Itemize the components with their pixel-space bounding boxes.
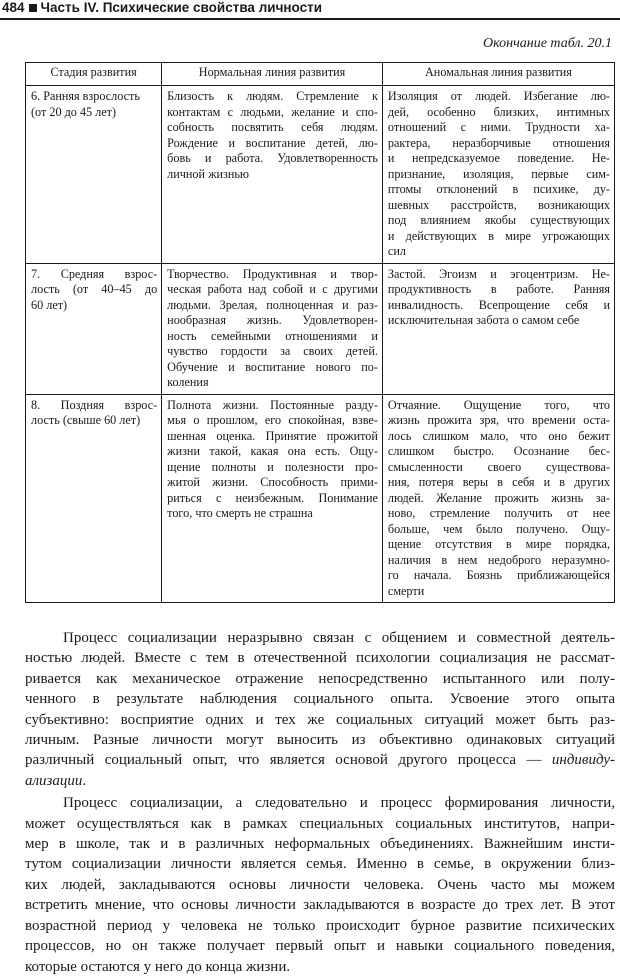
part-title: Часть IV. Психические свойства личности (40, 0, 323, 15)
column-header-normal: Нормальная линия развития (162, 63, 383, 86)
abnormal-cell (382, 263, 614, 394)
cell-line: щение отсутствия в мире порядка, (387, 537, 610, 551)
cell-line: житой жизни. Способность прими- (167, 475, 378, 489)
cell-line: людей. Желание прожить жизнь за- (387, 490, 610, 505)
paragraph-line: возрастной период у человека не только происходит бурное развитие психических (25, 917, 615, 934)
cell-line: людьми. Зрелая, полноценная и раз- (167, 297, 378, 312)
paragraph-line: субъективно: восприятие одних и тех же социальных ситуаций может быть раз- (25, 711, 615, 728)
cell-line: щение полноты и полезности про- (167, 459, 378, 474)
cell-line: 8. Поздняя взрос- (31, 397, 158, 412)
cell-line: дей, особенно близких, интимных (387, 104, 610, 119)
table-header-row (26, 63, 615, 86)
italic-term-end: ализации (25, 772, 83, 789)
stage-cell (26, 394, 162, 603)
paragraph-line-mixed (25, 750, 615, 770)
body-text (25, 628, 615, 977)
cell-line: того, что смерть не страшна (167, 506, 313, 520)
cell-line: шенная оценка. Принятие прожитой (167, 428, 378, 443)
cell-line: и действующих в мире угрожающих (387, 228, 610, 243)
normal-cell (162, 394, 383, 603)
table-caption: Окончание табл. 20.1 (483, 36, 612, 51)
cell-line: смерти (387, 583, 425, 598)
cell-line: Рождение и воспитание детей, лю- (167, 135, 378, 150)
paragraph-line: которые остаются у него до конца жизни. (25, 958, 291, 975)
cell-line: отношений с ними. Трудности ха- (387, 120, 610, 134)
cell-line: жизнь прожита зря, что времени оста- (387, 413, 610, 427)
normal-cell (162, 263, 383, 394)
stage-cell (26, 263, 162, 394)
cell-line: птомы отклонений в психике, ду- (387, 182, 610, 196)
cell-line: личной жизнью (167, 166, 250, 181)
development-stages-table (25, 62, 615, 603)
cell-line: жизни такой, какая она есть. Ощу- (167, 444, 378, 458)
cell-line: Близость к людям. Стремление к (167, 89, 378, 103)
column-header-stage: Стадия развития (26, 63, 162, 86)
cell-line: продуктивность в работе. Ранняя (387, 282, 610, 296)
cell-line: собность посвятить себя людям. (167, 120, 378, 134)
cell-line: го начала. Боязнь приближающейся (387, 568, 610, 582)
paragraph-line: ностью людей. Вместе с тем в отечественной психологии социализация не рассмат- (25, 650, 615, 667)
abnormal-cell (382, 394, 614, 603)
cell-line: под влиянием якобы существующих (387, 213, 610, 227)
cell-line: ново, стремление получить от нее (387, 506, 610, 520)
cell-line: наличия в нем недоброго неразумно- (387, 552, 610, 567)
paragraph-line: ких людей, закладываются основы личности человека. Очень часто мы можем (25, 876, 615, 893)
cell-line: смысленности своего существова- (387, 459, 610, 474)
table-row (26, 263, 615, 394)
cell-line: риться с неизбежным. Понимание (167, 490, 378, 505)
cell-line: Творчество. Продуктивная и твор- (167, 266, 378, 281)
cell-line: исключительная забота о самом себе (387, 313, 580, 327)
cell-line: лось слишком мало, что оно бежит (387, 428, 610, 443)
paragraph-line: ченного в результате наблюдения социального опыта. Усвоение этого опыта (25, 691, 615, 708)
cell-line: бовь и работа. Удовлетворенность (167, 151, 378, 165)
cell-line: лость (свыше 60 лет) (31, 413, 141, 427)
paragraph-line: Процесс социализации неразрывно связан с общением и совместной деятель- (63, 630, 615, 646)
paragraph-line: встретить мнение, что основы личности закладываются в возрасте до трех лет. В этот (25, 897, 615, 914)
cell-line: коления (167, 375, 209, 389)
cell-line: Полнота жизни. Постоянные разду- (167, 397, 378, 412)
paragraph-line-mixed (25, 771, 615, 791)
cell-line: больше, чем было получено. Ощу- (387, 521, 610, 536)
column-header-abnormal: Аномальная линия развития (382, 63, 614, 86)
paragraph-socialization (25, 628, 615, 791)
cell-line: слишком быстро. Осознание бес- (387, 444, 610, 458)
cell-line: ность семейными отношениями и (167, 328, 378, 343)
paragraph-line-text: различный социальный опыт, что является основой другого процесса — (25, 752, 542, 769)
square-bullet-icon (29, 4, 37, 12)
paragraph-line: личным. Разные личности могут выносить из объективно одинаковых ситуаций (25, 732, 615, 749)
running-header (0, 0, 620, 20)
cell-line: ческая работа над собой и с другими (167, 282, 378, 296)
paragraph-institutions (25, 793, 615, 977)
cell-line: Застой. Эгоизм и эгоцентризм. Не- (387, 266, 610, 281)
cell-line: Изоляция от людей. Избегание лю- (387, 89, 610, 103)
paragraph-line: процессов, но он также получает первый опыт и навыки социального поведения, (25, 938, 615, 955)
cell-line: и непредсказуемое поведение. Не- (387, 151, 610, 165)
abnormal-cell (382, 86, 614, 264)
cell-line: лость (от 40–45 до (31, 282, 158, 296)
cell-line: 60 лет) (31, 297, 68, 312)
table-row (26, 394, 615, 603)
paragraph-line: Процесс социализации, а следовательно и процесс формирования личности, (63, 795, 615, 812)
cell-line: 6. Ранняя взрослость (31, 89, 140, 103)
page-number: 484 (2, 0, 25, 15)
paragraph-line: мер в школе, так и в различных неформальных объединениях. Важнейшим инсти- (25, 836, 615, 853)
cell-line: сил (387, 244, 406, 258)
cell-line: (от 20 до 45 лет) (31, 104, 117, 119)
cell-line: рактера, неразборчивые отношения (387, 135, 610, 150)
cell-line: Обучение и воспитание нового по- (167, 359, 378, 374)
stage-cell (26, 86, 162, 264)
paragraph-line: тутом социализации личности является семья. Именно в семье, в окружении близ- (25, 856, 615, 873)
cell-line: Отчаяние. Ощущение того, что (387, 397, 610, 412)
cell-line: контактам с людьми, желание и спо- (167, 104, 378, 119)
cell-line: признание, изоляция, первые сим- (387, 166, 610, 181)
italic-term-start: индивиду- (551, 752, 615, 769)
cell-line: шевных расстройств, возникающих (387, 197, 610, 212)
table-row (26, 86, 615, 264)
cell-line: мья о прошлом, его спокойная, взве- (167, 413, 378, 427)
paragraph-line: может осуществляться как в рамках специальных социальных институтов, напри- (25, 815, 615, 832)
paragraph-end-punct: . (82, 772, 87, 789)
cell-line: нообразная жизнь. Удовлетворен- (167, 313, 378, 327)
paragraph-line: ривается как механическое отражение непосредственно испытанного или полу- (25, 670, 615, 687)
normal-cell (162, 86, 383, 264)
cell-line: инвалидность. Всепрощение себя и (387, 297, 610, 312)
cell-line: ния, потеря веры в себя и в других (387, 475, 610, 489)
cell-line: чувство гордости за своих детей. (167, 344, 378, 358)
cell-line: 7. Средняя взрос- (31, 266, 158, 281)
